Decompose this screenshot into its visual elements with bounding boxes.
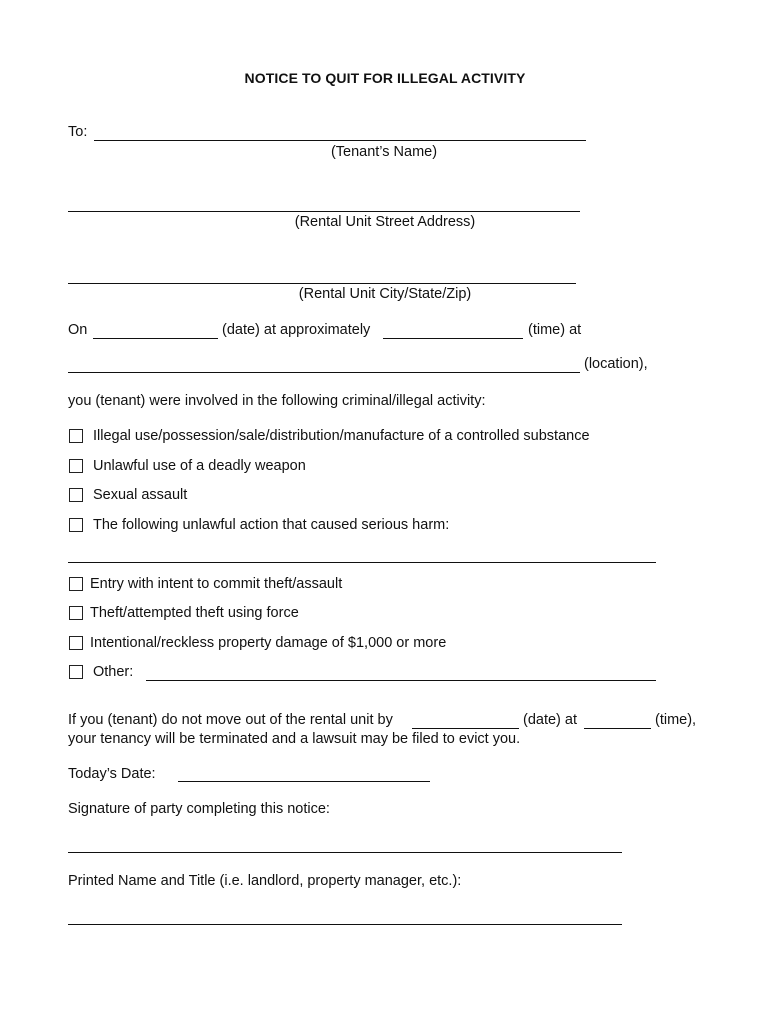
on-label: On (68, 322, 88, 338)
tenancy-text: your tenancy will be terminated and a lawsuit may be filed to evict you. (68, 731, 521, 747)
page-title: NOTICE TO QUIT FOR ILLEGAL ACTIVITY (244, 70, 526, 86)
activity-theft-force: Theft/attempted theft using force (90, 605, 299, 621)
city-state-zip-field[interactable] (68, 283, 576, 284)
activity-entry-intent: Entry with intent to commit theft/assault (90, 576, 343, 592)
activity-other: Other: (93, 664, 134, 680)
printed-name-label: Printed Name and Title (i.e. landlord, property manager, etc.): (68, 873, 462, 889)
to-label: To: (68, 124, 88, 140)
activity-property-damage: Intentional/reckless property damage of $1,000 or more (90, 635, 447, 651)
move-out-date-at: (date) at (523, 712, 577, 728)
checkbox-entry-intent[interactable] (69, 577, 83, 591)
street-address-field[interactable] (68, 211, 580, 212)
incident-time-field[interactable] (383, 338, 523, 339)
checkbox-theft-force[interactable] (69, 606, 83, 620)
signature-label: Signature of party completing this notice: (68, 801, 330, 817)
time-at-label: (time) at (528, 322, 582, 338)
location-field[interactable] (68, 372, 580, 373)
checkbox-serious-harm[interactable] (69, 518, 83, 532)
checkbox-sexual-assault[interactable] (69, 488, 83, 502)
checkbox-other[interactable] (69, 665, 83, 679)
checkbox-deadly-weapon[interactable] (69, 459, 83, 473)
activity-sexual-assault: Sexual assault (93, 487, 188, 503)
location-label: (location), (584, 356, 648, 372)
checkbox-controlled-substance[interactable] (69, 429, 83, 443)
date-at-label: (date) at approximately (222, 322, 371, 338)
move-out-date-field[interactable] (412, 728, 519, 729)
city-state-zip-caption: (Rental Unit City/State/Zip) (298, 286, 472, 302)
move-out-time-label: (time), (655, 712, 697, 728)
activity-serious-harm: The following unlawful action that caused serious harm: (93, 517, 450, 533)
tenant-name-field[interactable] (94, 140, 586, 141)
signature-field[interactable] (68, 852, 622, 853)
move-out-time-field[interactable] (584, 728, 651, 729)
activity-controlled-substance: Illegal use/possession/sale/distribution/manufacture of a controlled substance (93, 428, 590, 444)
serious-harm-description-field[interactable] (68, 562, 656, 563)
involved-text: you (tenant) were involved in the following criminal/illegal activity: (68, 393, 486, 409)
todays-date-field[interactable] (178, 781, 430, 782)
street-address-caption: (Rental Unit Street Address) (294, 214, 476, 230)
incident-date-field[interactable] (93, 338, 218, 339)
move-out-prefix: If you (tenant) do not move out of the rental unit by (68, 712, 393, 728)
other-description-field[interactable] (146, 680, 656, 681)
todays-date-label: Today’s Date: (68, 766, 156, 782)
printed-name-field[interactable] (68, 924, 622, 925)
tenant-name-caption: (Tenant’s Name) (330, 144, 438, 160)
activity-deadly-weapon: Unlawful use of a deadly weapon (93, 458, 306, 474)
checkbox-property-damage[interactable] (69, 636, 83, 650)
